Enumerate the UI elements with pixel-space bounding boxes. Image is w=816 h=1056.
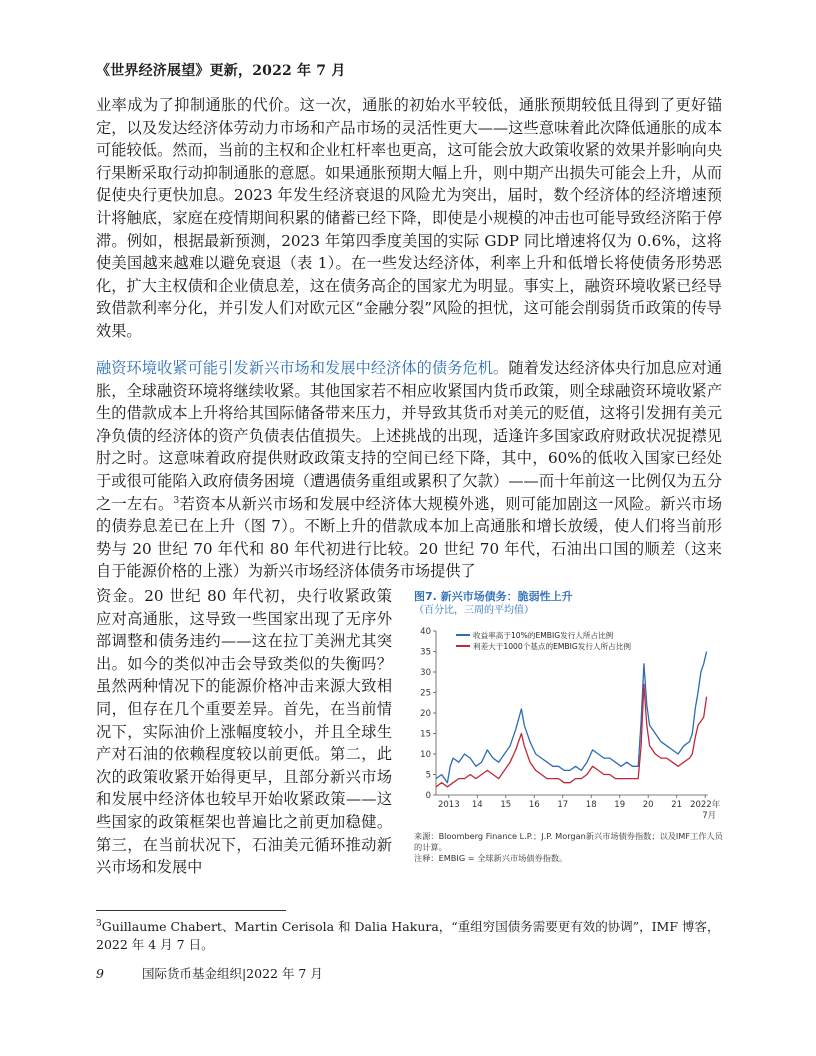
body-paragraph-1: 业率成为了抑制通胀的代价。这一次，通胀的初始水平较低，通胀预期较低且得到了更好锚定，以及发达经济体劳动力市场和产品市场的灵活性更大——这些意味着此次降低通胀的成本可能较低。然而，当前的主权和企业杠杆率也更高，这可能会放大政策收紧的效果并影响向央行果断采取行动抑制通胀的意愿。如果通胀预期大幅上升，则中期产出损失可能会上升，从而促使央行更快加息。2023 年发生经济衰退的风险尤为突出，届时，数个经济体的经济增速预计将触底，家庭在疫情期间积累的储蓄已经下降，即使是小规模的冲击也可能导致经济陷于停滞。例如，根据最新预测，2023 年第四季度美国的实际 GDP 同比增速将仅为 0.6%，这将使美国越来越难以避免衰退（表 1）。在一些发达经济体，利率上升和低增长将使债务形势恶化，扩大主权债和企业债息差，这在债务高企的国家尤为明显。事实上，融资环境收紧已经导致借款利率分化，并引发人们对欧元区“金融分裂”风险的担忧，这可能会削弱货币政策的传导效果。 <box>96 96 722 340</box>
running-header: 《世界经济展望》更新，2022 年 7 月 <box>96 63 346 79</box>
figure-7 <box>414 590 726 880</box>
x-tick-label: 15 <box>500 800 512 810</box>
paragraph-lead-heading: 融资环境收紧可能引发新兴市场和发展中经济体的债务危机。 <box>96 359 509 377</box>
y-tick-label: 15 <box>420 729 431 740</box>
footnote-ref[interactable]: 3 <box>173 495 180 506</box>
footnote-text: Guillaume Chabert、Martin Cerisola 和 Dalia Hakura，“重组穷国债务需要更有效的协调”，IMF 博客，2022 年 4 月 7 日。 <box>96 919 720 952</box>
y-tick-label: 25 <box>420 688 431 699</box>
y-tick-label: 0 <box>425 791 431 801</box>
figure-source: 来源：Bloomberg Finance L.P.；J.P. Morgan新兴市场债券指数；以及IMF工作人员的计算。 <box>414 831 723 852</box>
y-tick-label: 20 <box>420 709 431 719</box>
legend-label: 收益率高于10%的EMBIG发行人所占比例 <box>473 631 614 640</box>
page-number: 9 <box>96 966 104 981</box>
x-tick-label: 2013 <box>437 800 460 810</box>
page-footer <box>96 964 323 982</box>
figure-chart <box>414 617 726 827</box>
x-tick-label: 20 <box>642 800 654 810</box>
y-tick-label: 5 <box>425 770 431 781</box>
figure-subtitle: （百分比，三周的平均值） <box>414 605 534 616</box>
body-paragraph-2 <box>96 357 722 583</box>
x-tick-label: 19 <box>614 800 626 810</box>
x-tick-label: 16 <box>528 800 540 810</box>
y-tick-label: 30 <box>420 668 431 678</box>
x-tick-label: 21 <box>671 800 683 810</box>
footnote-mark: 3 <box>96 918 102 929</box>
legend-label: 利差大于1000个基点的EMBIG发行人所占比例 <box>473 642 631 651</box>
x-tick-sublabel: 7月 <box>702 811 717 821</box>
x-tick-label: 17 <box>557 800 569 810</box>
figure-title: 图7. 新兴市场债务：脆弱性上升 <box>414 590 573 603</box>
y-tick-label: 10 <box>420 750 431 760</box>
y-tick-label: 40 <box>420 627 431 637</box>
footnote-divider <box>96 910 286 911</box>
figure-note: 注释：EMBIG = 全球新兴市场债券指数。 <box>414 853 568 863</box>
footer-publisher: 国际货币基金组织|2022 年 7 月 <box>141 966 323 981</box>
x-tick-label: 14 <box>471 800 483 810</box>
body-column-text: 资金。20 世纪 80 年代初，央行收紧政策应对高通胀，这导致一些国家出现了无序外部调整和债务违约——这在拉丁美洲尤其突出。如今的类似冲击会导致类似的失衡吗？虽然两种情况下的能源价格冲击来源大致相同，但存在几个重要差异。首先，在当前情况下，实际油价上涨幅度较小，并且全球生产对石油的依赖程度较以前更低。第二，此次的政策收紧开始得更早，且部分新兴市场和发展中经济体也较早开始收紧政策——这些国家的政策框架也普遍比之前更加稳健。第三，在当前状况下，石油美元循环推动新兴市场和发展中 <box>96 587 392 877</box>
paragraph-2-text-b: 若资本从新兴市场和发展中经济体大规模外逃，则可能加剧这一风险。新兴市场的债券息差已在上升（图 7）。不断上升的借款成本加上高通胀和增长放缓，使人们将当前形势与 20 世纪 70 年代和 80 年代初进行比较。20 世纪 70 年代，石油出口国的顺差（这来自于能源价格的上涨）为新兴市场经济体债务市场提供了 <box>96 494 723 581</box>
paragraph-2-text-a: 随着发达经济体央行加息应对通胀，全球融资环境将继续收紧。其他国家若不相应收紧国内货币政策，则全球融资环境收紧产生的借款成本上升将给其国际储备带来压力，并导致其货币对美元的贬值，这将引发拥有美元净负债的经济体的资产负债表估值损失。上述挑战的出现，适逢许多国家政府财政状况捉襟见肘之时。这意味着政府提供财政政策支持的空间已经下降，其中，60%的低收入国家已经处于或很可能陷入政府债务困境（遭遇债务重组或累积了欠款）——而十年前这一比例仅为五分之一左右。 <box>96 359 723 513</box>
y-tick-label: 35 <box>420 647 431 658</box>
footnote <box>96 918 722 954</box>
x-tick-label: 2022年 <box>690 800 721 810</box>
x-tick-label: 18 <box>585 800 597 810</box>
